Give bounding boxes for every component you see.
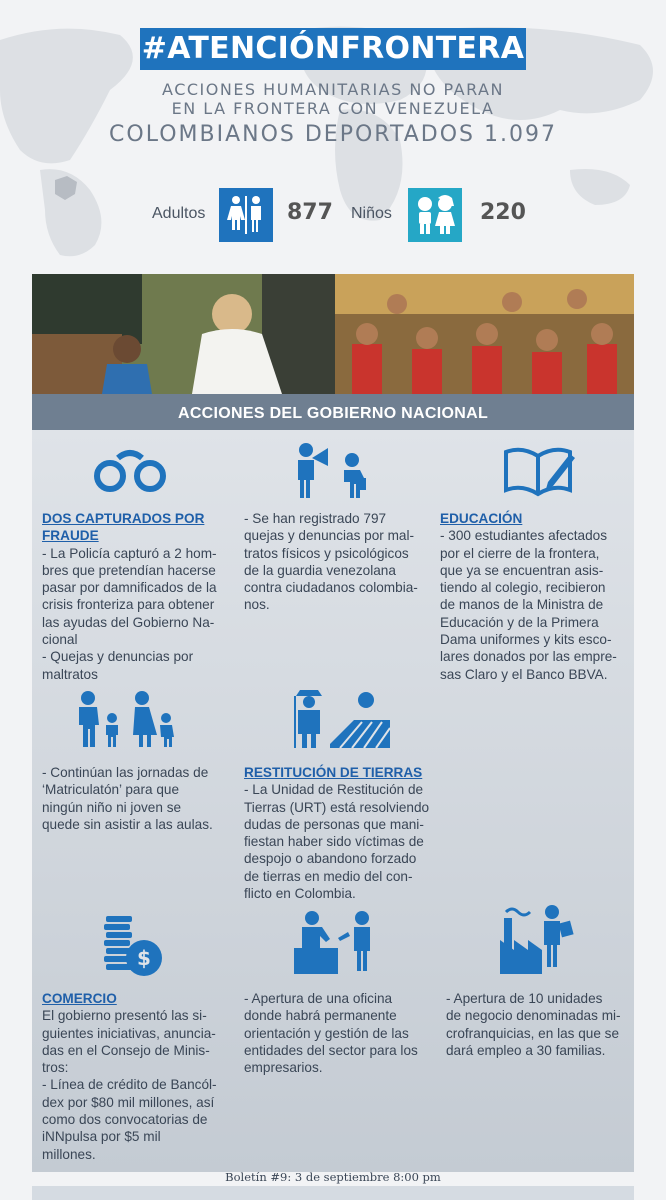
quejas-block (244, 510, 418, 614)
quejas-line: - Se han registrado 797 (244, 511, 387, 526)
unidades-line: dará empleo a 30 familias. (446, 1042, 606, 1058)
adults-icon (219, 188, 273, 242)
comercio-line: guientes iniciativas, anuncia- (42, 1025, 216, 1041)
comercio-block (42, 990, 217, 1163)
capturados-line: crisis fronteriza para obtener (42, 597, 215, 613)
tierras-line: Tierras (URT) está resolviendo (244, 799, 430, 815)
tierras-line: flicto en Colombia. (244, 886, 356, 902)
svg-text:$: $ (137, 946, 151, 970)
matriculaton-line: ‘Matriculatón’ para que (42, 782, 180, 798)
deported-total: COLOMBIANOS DEPORTADOS 1.097 (109, 122, 557, 147)
capturados-line: maltratos (42, 666, 98, 682)
capturados-line: - Quejas y denuncias por (42, 649, 194, 665)
capturados-block (42, 510, 217, 683)
tierras-heading: RESTITUCIÓN DE TIERRAS (244, 765, 423, 780)
educacion-line: sas Claro y el Banco BBVA. (440, 666, 608, 682)
capturados-heading-2: FRAUDE (42, 528, 99, 544)
office-desk-icon (292, 910, 378, 974)
unidades-line: crofranquicias, en las que se (446, 1025, 620, 1041)
educacion-line: Dama uniformes y kits esco- (440, 632, 612, 648)
comercio-line: dex por $80 mil millones, así (42, 1094, 215, 1110)
hashtag-banner: #ATENCIÓNFRONTERA (140, 28, 526, 70)
subtitle-line-1: ACCIONES HUMANITARIAS NO PARAN (162, 80, 504, 99)
oficina-line: entidades del sector para los (244, 1042, 418, 1058)
tierras-block (244, 764, 429, 902)
comercio-line: El gobierno presentó las si- (42, 1008, 207, 1024)
educacion-line: lares donados por las empre- (440, 649, 617, 665)
subtitle-line-2: EN LA FRONTERA CON VENEZUELA (171, 99, 495, 118)
educacion-block (440, 510, 617, 683)
oficina-line: donde habrá permanente (244, 1008, 397, 1024)
photo-strip (32, 274, 634, 394)
comercio-line: iNNpulsa por $5 mil (42, 1129, 161, 1145)
comercio-line: - Línea de crédito de Bancól- (42, 1077, 217, 1093)
educacion-line: - 300 estudiantes afectados (440, 528, 608, 544)
oficina-block (244, 990, 418, 1076)
farmer-field-icon (290, 688, 390, 750)
comercio-heading: COMERCIO (42, 991, 117, 1006)
educacion-line: por el cierre de la frontera, (440, 545, 600, 561)
capturados-line: cional (42, 632, 78, 648)
tierras-line: - La Unidad de Restitución de (244, 782, 424, 798)
children-count: 220 (480, 200, 526, 225)
capturados-line: - La Policía capturó a 2 hom- (42, 545, 217, 561)
quejas-line: contra ciudadanos colombia- (244, 580, 418, 596)
tierras-line: fiestan haber sido víctimas de (244, 834, 424, 850)
quejas-line: de la guardia venezolana (244, 562, 396, 578)
factory-businessman-icon (498, 902, 574, 974)
educacion-line: de manos de la Ministra de (440, 597, 604, 613)
educacion-line: Educación y de la Primera (440, 614, 599, 630)
tierras-line: despojo o abandono forzado (244, 851, 417, 867)
matriculaton-line: - Continúan las jornadas de (42, 765, 209, 780)
photo-first-lady-with-child (32, 274, 335, 394)
capturados-line: pasar por damnificados de la (42, 580, 217, 596)
comercio-line: millones. (42, 1146, 96, 1162)
footer-bar (32, 1186, 634, 1200)
oficina-line: - Apertura de una oficina (244, 991, 393, 1006)
adults-count: 877 (287, 200, 333, 225)
comercio-line: das en el Consejo de Minis- (42, 1042, 210, 1058)
photo-children-group (335, 274, 634, 394)
capturados-line: las ayudas del Gobierno Na- (42, 614, 215, 630)
tierras-line: de tierras en medio del con- (244, 868, 413, 884)
quejas-line: nos. (244, 597, 270, 613)
oficina-line: empresarios. (244, 1060, 323, 1076)
children-icon (408, 188, 462, 242)
open-book-pencil-icon (502, 442, 576, 498)
tierras-line: dudas de personas que mani- (244, 816, 424, 832)
complaint-megaphone-icon (290, 438, 376, 500)
educacion-line: tiendo al colegio, recibieron (440, 580, 606, 596)
children-label: Niños (351, 205, 392, 222)
educacion-heading: EDUCACIÓN (440, 511, 523, 526)
comercio-line: tros: (42, 1060, 69, 1076)
capturados-line: bres que pretendían hacerse (42, 562, 216, 578)
matriculaton-line: quede sin asistir a las aulas. (42, 816, 213, 832)
matriculaton-line: ningún niño ni joven se (42, 799, 182, 815)
family-walking-icon (74, 690, 178, 748)
matriculaton-block (42, 764, 213, 833)
oficina-line: orientación y gestión de las (244, 1025, 409, 1041)
comercio-line: como dos convocatorias de (42, 1112, 208, 1128)
coins-dollar-icon (100, 912, 164, 978)
section-title-band: ACCIONES DEL GOBIERNO NACIONAL (32, 394, 634, 430)
adults-label: Adultos (152, 205, 206, 222)
capturados-heading-1: DOS CAPTURADOS POR (42, 511, 205, 526)
unidades-line: - Apertura de 10 unidades (446, 991, 603, 1006)
quejas-line: quejas y denuncias por mal- (244, 528, 415, 544)
bulletin-footer: Boletín #9: 3 de septiembre 8:00 pm (225, 1170, 441, 1184)
educacion-line: que ya se encuentran asis- (440, 562, 604, 578)
quejas-line: tratos físicos y psicológicos (244, 545, 409, 561)
unidades-block (446, 990, 621, 1059)
handcuffs-icon (92, 446, 168, 496)
unidades-line: de negocio denominadas mi- (446, 1008, 621, 1024)
